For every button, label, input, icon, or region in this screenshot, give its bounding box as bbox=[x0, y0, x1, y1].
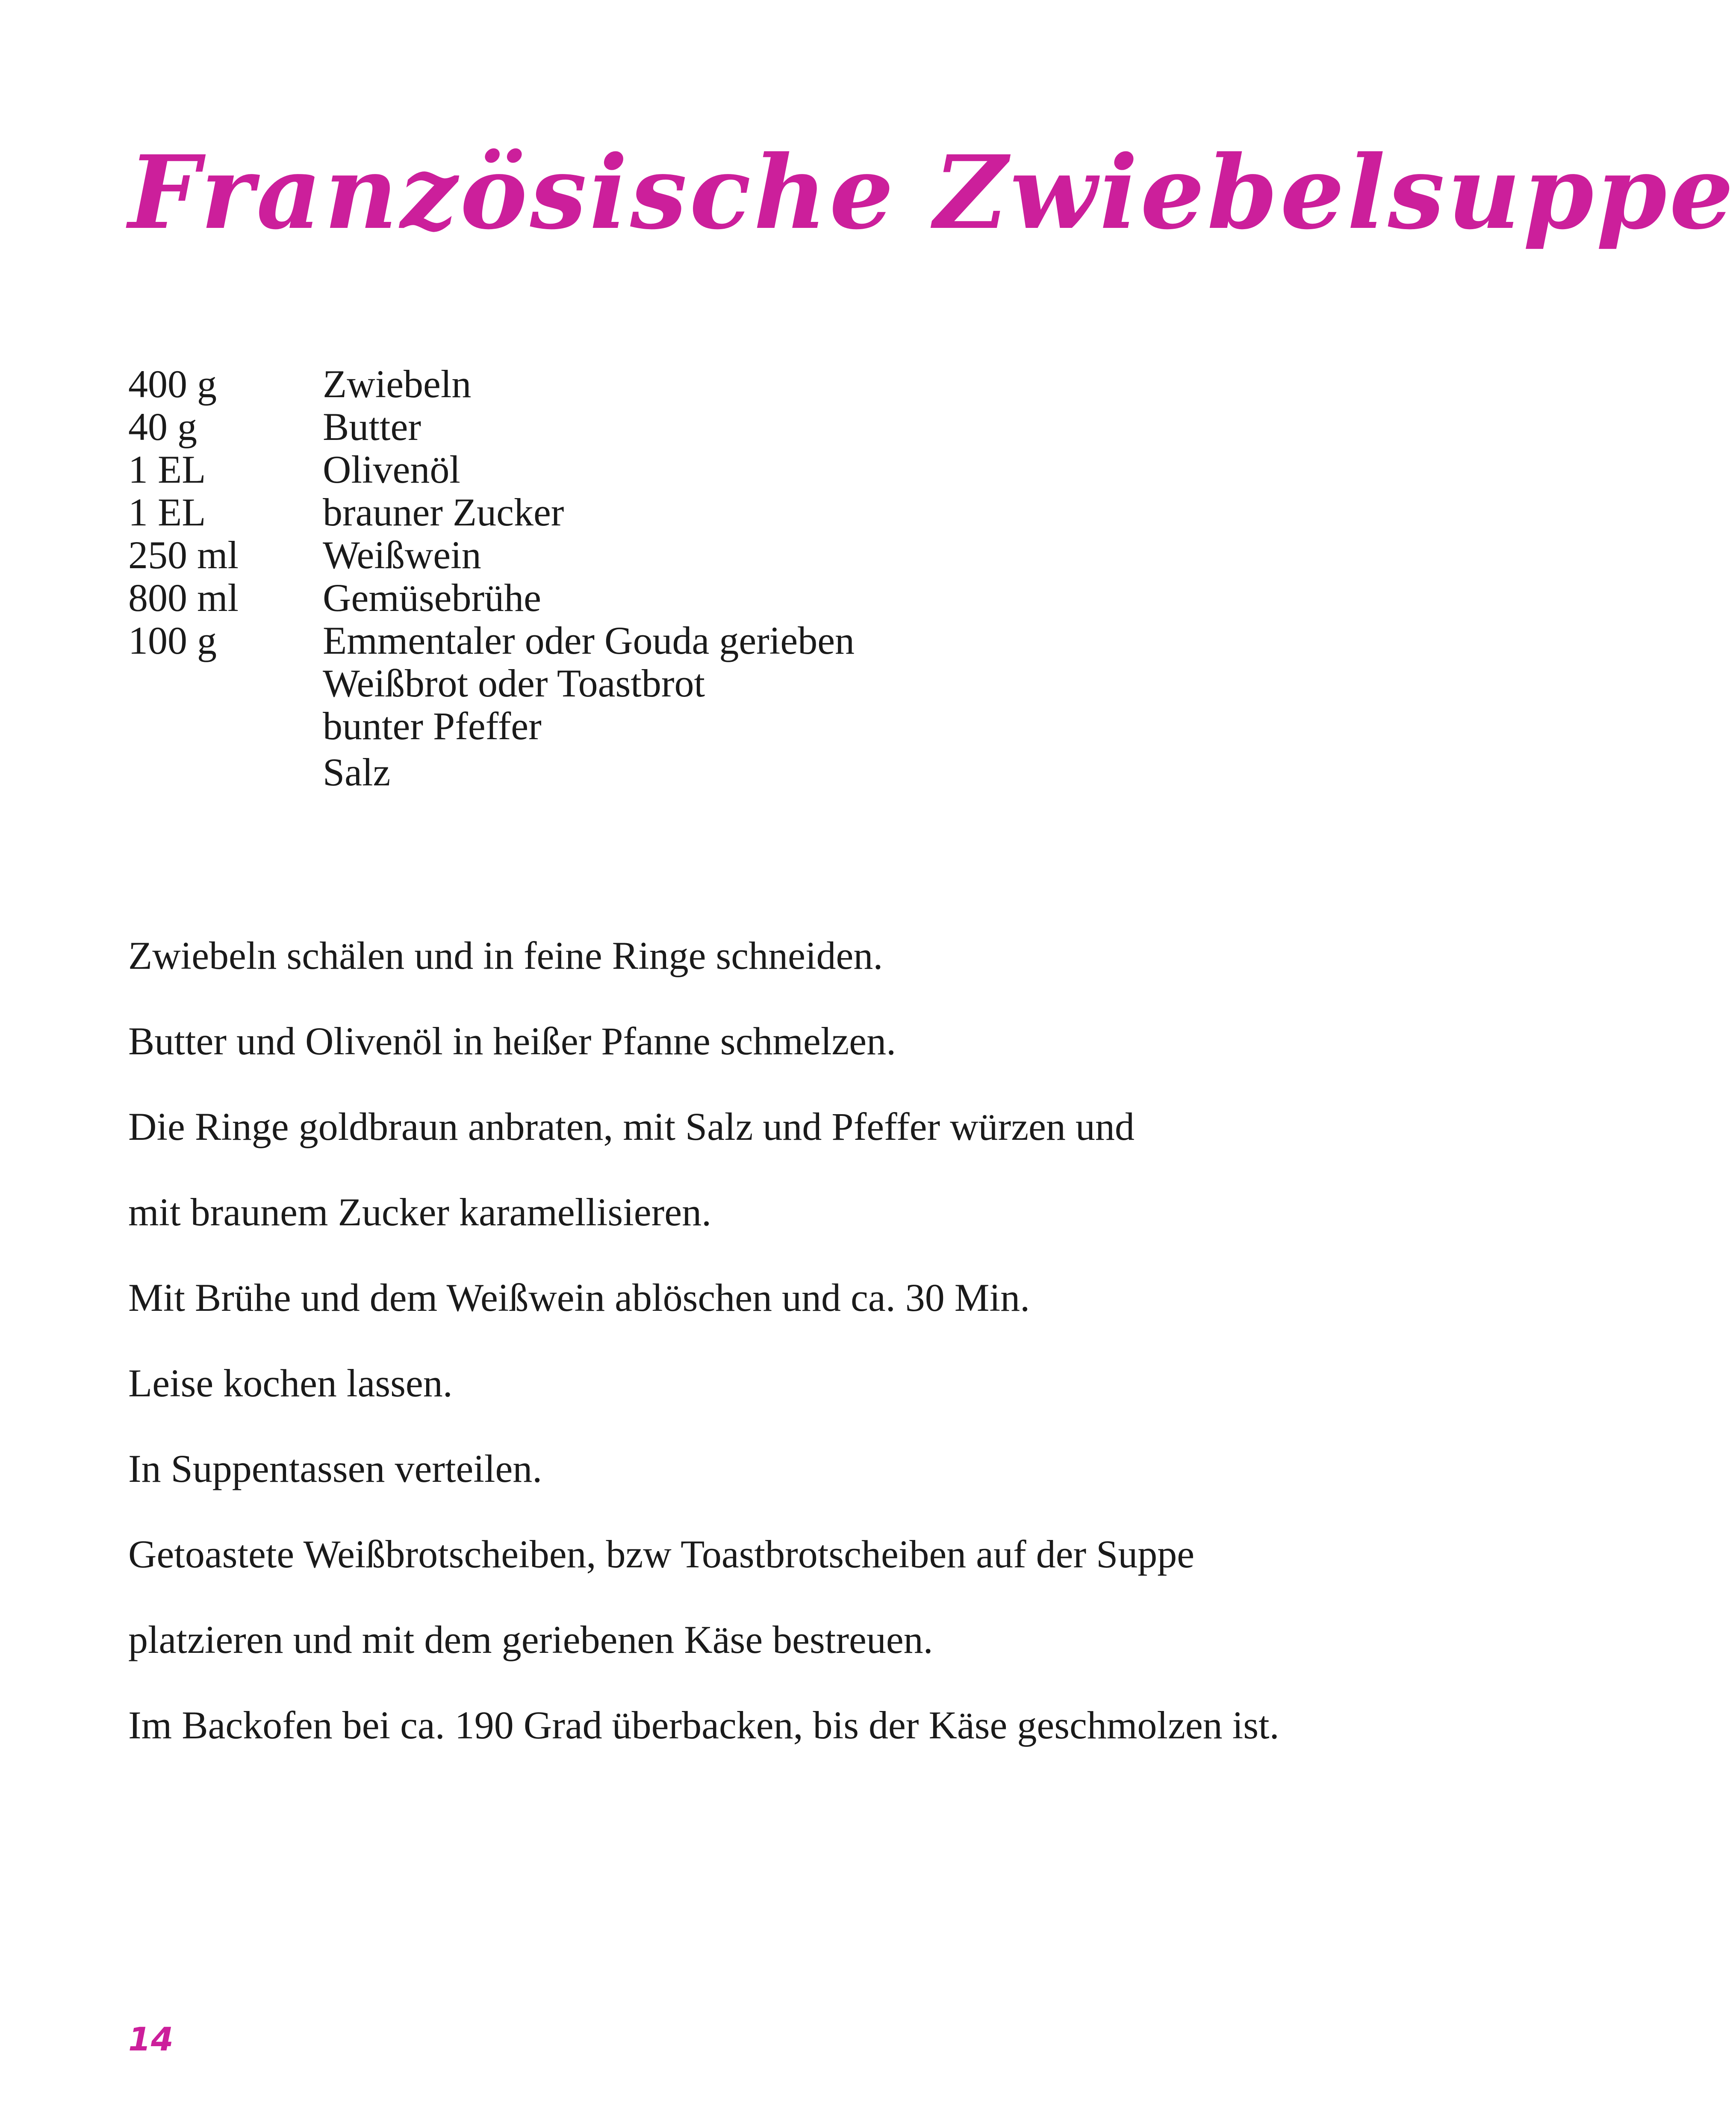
ingredient-name: Salz bbox=[323, 750, 391, 794]
ingredient-name: brauner Zucker bbox=[323, 490, 564, 534]
ingredient-row bbox=[128, 491, 1240, 534]
instruction-line: Leise kochen lassen. bbox=[128, 1361, 453, 1405]
instruction-line: Mit Brühe und dem Weißwein ablöschen und ca. 30 Min. bbox=[128, 1276, 1030, 1319]
ingredient-row bbox=[128, 705, 1240, 747]
instruction-line: Im Backofen bei ca. 190 Grad überbacken, bis der Käse geschmolzen ist. bbox=[128, 1703, 1279, 1747]
ingredient-quantity: 1 EL bbox=[128, 490, 206, 534]
ingredient-row bbox=[128, 534, 1240, 576]
instruction-line: platzieren und mit dem geriebenen Käse bestreuen. bbox=[128, 1618, 933, 1661]
ingredient-name: Weißbrot oder Toastbrot bbox=[323, 661, 705, 705]
ingredient-quantity: 40 g bbox=[128, 405, 197, 448]
ingredient-quantity: 800 ml bbox=[128, 576, 239, 619]
instruction-line: Getoastete Weißbrotscheiben, bzw Toastbrotscheiben auf der Suppe bbox=[128, 1532, 1195, 1576]
ingredient-row bbox=[128, 751, 1240, 794]
instruction-list bbox=[128, 934, 1411, 1789]
instruction-line: Die Ringe goldbraun anbraten, mit Salz und Pfeffer würzen und bbox=[128, 1105, 1135, 1148]
ingredient-quantity: 100 g bbox=[128, 619, 217, 662]
ingredient-row bbox=[128, 363, 1240, 405]
ingredient-row bbox=[128, 448, 1240, 491]
ingredient-row bbox=[128, 405, 1240, 448]
ingredient-quantity: 400 g bbox=[128, 362, 217, 406]
ingredient-row bbox=[128, 662, 1240, 705]
page-number: 14 bbox=[128, 2020, 174, 2058]
ingredient-name: Butter bbox=[323, 405, 421, 448]
instruction-line: Zwiebeln schälen und in feine Ringe schneiden. bbox=[128, 934, 883, 977]
ingredient-name: Weißwein bbox=[323, 533, 481, 577]
ingredient-quantity: 1 EL bbox=[128, 448, 206, 491]
recipe-title: Französische Zwiebelsuppe bbox=[128, 133, 1736, 252]
ingredient-list bbox=[128, 363, 1240, 794]
instruction-line: mit braunem Zucker karamellisieren. bbox=[128, 1190, 712, 1234]
ingredient-row bbox=[128, 576, 1240, 619]
ingredient-name: Zwiebeln bbox=[323, 362, 472, 406]
instruction-line: In Suppentassen verteilen. bbox=[128, 1447, 542, 1490]
ingredient-row bbox=[128, 619, 1240, 662]
ingredient-name: Olivenöl bbox=[323, 448, 460, 491]
ingredient-name: Gemüsebrühe bbox=[323, 576, 541, 619]
ingredient-name: Emmentaler oder Gouda gerieben bbox=[323, 619, 855, 662]
ingredient-name: bunter Pfeffer bbox=[323, 704, 542, 748]
instruction-line: Butter und Olivenöl in heißer Pfanne schmelzen. bbox=[128, 1019, 896, 1063]
ingredient-quantity: 250 ml bbox=[128, 533, 239, 577]
